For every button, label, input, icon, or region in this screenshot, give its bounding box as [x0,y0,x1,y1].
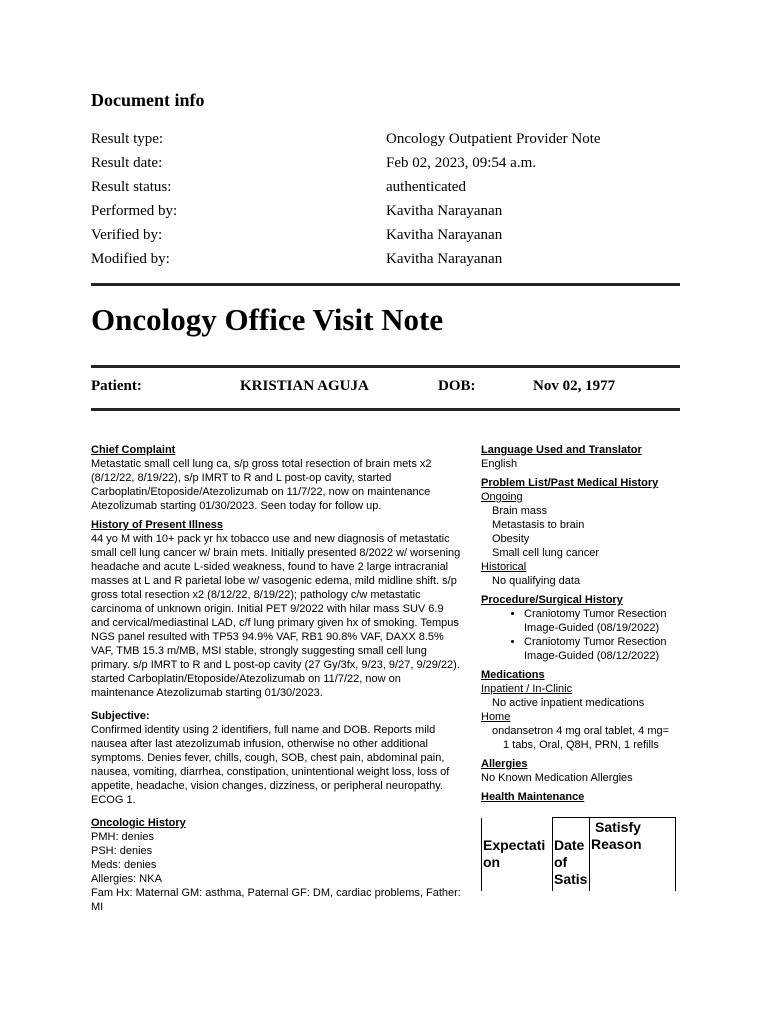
text-line: headache and acute L-sided weakness, found to have 2 large intracranial [91,561,449,573]
left-column [91,443,481,914]
allergies-value: No Known Medication Allergies [481,772,633,784]
hm-col-expectation [482,818,553,892]
text-line: and cervical/mediastinal LAD, c/f lung primary given hx of smoking. Tempus [91,617,459,629]
text-line: Meds: denies [91,859,157,871]
inpatient-label: Inpatient / In-Clinic [481,683,573,695]
text-line: 44 yo M with 10+ pack yr hx tobacco use and new diagnosis of metastatic [91,533,450,545]
info-row-result-type [91,131,651,155]
info-row-modified-by [91,251,651,275]
procedure-item [524,607,681,635]
medication-line: 1 tabs, Oral, Q8H, PRN, 1 refills [503,739,659,751]
dob-label: DOB: [438,378,476,394]
procedure-list [481,607,681,663]
oncologic-history-text [91,830,481,914]
text-line: Atezolizumab starting 01/30/2023. Seen today for follow up. [91,500,382,512]
info-value: Kavitha Narayanan [386,251,503,267]
text-line: small cell lung cancer w/ brain mets. Initially presented 8/2022 w/ worsening [91,547,461,559]
column-header: Date [554,837,585,853]
info-row-result-date [91,155,651,179]
subjective-heading: Subjective: [91,710,150,722]
column-header: Satis [554,871,588,887]
text-line: primary. s/p IMRT to R and L post-op cavity (27 Gy/3fx, 9/23, 9/27, 9/29/22). [91,659,460,671]
text-line: ECOG 1. [91,794,136,806]
text-line: started Carboplatin/Etoposide/Atezolizumab on 11/7/22, now on [91,673,401,685]
historical-item: No qualifying data [492,575,581,587]
language-heading: Language Used and Translator [481,444,642,456]
hpi-heading: History of Present Illness [91,519,224,531]
info-label: Result date: [91,155,163,171]
historical-label: Historical [481,561,527,573]
text-line: Fam Hx: Maternal GM: asthma, Paternal GF: DM, cardiac problems, Father: [91,887,461,899]
patient-name: KRISTIAN AGUJA [240,378,369,394]
procedure-detail: Image-Guided (08/19/2022) [524,622,660,634]
medication-line: ondansetron 4 mg oral tablet, 4 mg= [492,725,670,737]
medications-heading: Medications [481,669,545,681]
info-label: Verified by: [91,227,163,243]
info-value: Kavitha Narayanan [386,203,503,219]
right-column [481,443,681,804]
text-line: symptoms. Denies fever, chills, cough, SOB, chest pain, abdominal pain, [91,752,445,764]
procedure-heading: Procedure/Surgical History [481,594,623,606]
health-maintenance-table [481,817,676,891]
text-line: NGS panel resulted with TP53 94.9% VAF, RB1 90.8% VAF, DAXX 8.5% [91,631,444,643]
info-value: Oncology Outpatient Provider Note [386,131,601,147]
ongoing-label: Ongoing [481,491,523,503]
column-header: Satisfy [595,819,641,835]
procedure-item [524,635,681,663]
info-value: Kavitha Narayanan [386,227,503,243]
text-line: Metastatic small cell lung ca, s/p gross total resection of brain mets x2 [91,458,432,470]
info-value: authenticated [386,179,466,195]
text-line: gross total resection x2 (8/12/22, 8/19/22); pathology c/w metastatic [91,589,421,601]
text-line: Allergies: NKA [91,873,162,885]
info-label: Performed by: [91,203,178,219]
procedure-detail: Image-Guided (08/12/2022) [524,650,660,662]
info-label: Modified by: [91,251,170,267]
divider [91,365,680,368]
column-header: on [483,853,501,870]
hpi-text [91,532,481,700]
page-title: Oncology Office Visit Note [91,302,444,337]
divider [91,408,680,411]
chief-complaint-heading: Chief Complaint [91,444,176,456]
info-row-verified-by [91,227,651,251]
problem-item: Metastasis to brain [492,519,585,531]
text-line: PMH: denies [91,831,154,843]
info-value: Feb 02, 2023, 09:54 a.m. [386,155,536,171]
problem-item: Obesity [492,533,530,545]
inpatient-value: No active inpatient medications [492,697,645,709]
problem-list-heading: Problem List/Past Medical History [481,477,659,489]
home-medication [481,724,681,752]
problem-item: Brain mass [492,505,548,517]
subjective-text [91,723,481,807]
oncologic-history-heading: Oncologic History [91,817,186,829]
health-maintenance-heading: Health Maintenance [481,791,585,803]
text-line: nausea after last atezolizumab infusion, otherwise no other additional [91,738,428,750]
hm-col-date [553,818,590,892]
text-line: carcinoma of unknown origin. Initial PET 9/2022 with hilar mass SUV 6.9 [91,603,444,615]
text-line: nausea, vomiting, diarrhea, constipation, unintentional weight loss, loss of [91,766,450,778]
info-row-result-status [91,179,651,203]
document-info-table [91,131,651,275]
procedure-name: • Craniotomy Tumor Resection [524,636,667,648]
hm-col-reason [590,818,676,892]
problem-item: Small cell lung cancer [492,547,599,559]
home-label: Home [481,711,511,723]
text-line: Confirmed identity using 2 identifiers, full name and DOB. Reports mild [91,724,436,736]
text-line: maintenance Atezolizumab starting 01/30/2023. [91,687,323,699]
divider [91,283,680,286]
chief-complaint-text [91,457,481,513]
text-line: Carboplatin/Etoposide/Atezolizumab on 11/7/22, now on maintenance [91,486,431,498]
column-header: Reason [591,836,642,852]
info-label: Result status: [91,179,172,195]
text-line: (8/12/22, 8/19/22), s/p IMRT to R and L post-op cavity, started [91,472,392,484]
column-header: of [554,854,568,870]
text-line: appetite, headache, vision changes, dizziness, or peripheral neuropathy. [91,780,444,792]
column-header: Expectati [483,836,546,853]
dob-value: Nov 02, 1977 [533,378,616,394]
patient-label: Patient: [91,378,142,394]
info-row-performed-by [91,203,651,227]
text-line: PSH: denies [91,845,153,857]
document-info-heading: Document info [91,90,205,110]
language-value: English [481,458,518,470]
text-line: MI [91,901,104,913]
procedure-name: • Craniotomy Tumor Resection [524,608,667,620]
info-label: Result type: [91,131,164,147]
allergies-heading: Allergies [481,758,528,770]
text-line: VAF, TMB 15.3 m/MB, MSI stable, strongly suggesting small cell lung [91,645,427,657]
text-line: masses at L and R parietal lobe w/ vasogenic edema, mild midline shift. s/p [91,575,457,587]
